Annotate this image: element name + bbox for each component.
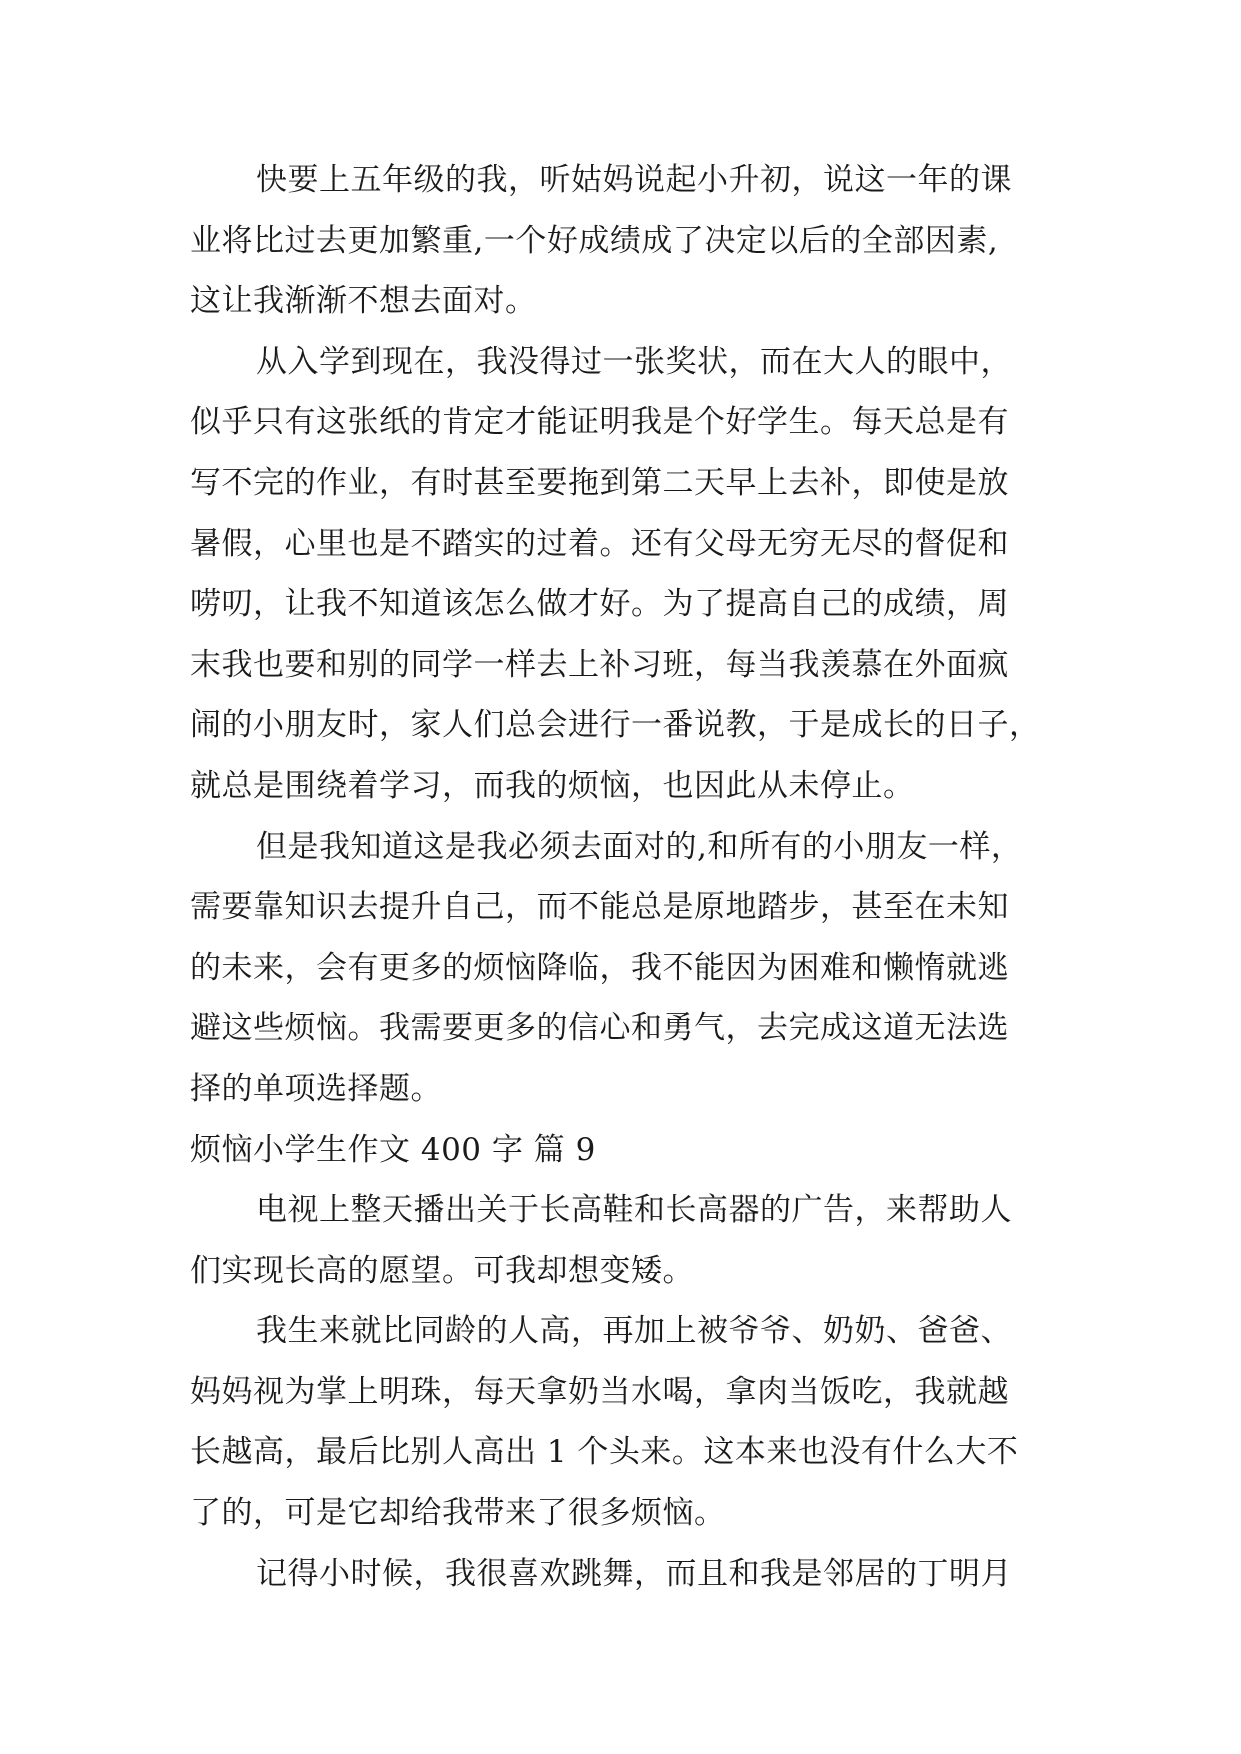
paragraph-1 [190,150,1070,332]
text-line: 这让我渐渐不想去面对。 [190,283,537,320]
text-line: 们实现长高的愿望。可我却想变矮。 [190,1252,694,1289]
text-line: 从入学到现在，我没得过一张奖状，而在大人的眼中， [256,343,1012,380]
text-line: 记得小时候，我很喜欢跳舞，而且和我是邻居的丁明月 [256,1555,1012,1592]
text-line: 末我也要和别的同学一样去上补习班，每当我羡慕在外面疯 [190,646,1009,683]
text-line: 暑假，心里也是不踏实的过着。还有父母无穷无尽的督促和 [190,525,1009,562]
text-line: 似乎只有这张纸的肯定才能证明我是个好学生。每天总是有 [190,404,1009,441]
paragraph-5 [190,1301,1070,1543]
paragraph-2 [190,332,1070,817]
text-line: 需要靠知识去提升自己，而不能总是原地踏步，甚至在未知 [190,889,1009,926]
text-line: 我生来就比同龄的人高，再加上被爷爷、奶奶、爸爸、 [256,1313,1012,1350]
text-line: 快要上五年级的我，听姑妈说起小升初，说这一年的课 [256,162,1012,198]
paragraph-3 [190,817,1070,1120]
text-line: 业将比过去更加繁重,一个好成绩成了决定以后的全部因素, [190,222,999,259]
text-line: 闹的小朋友时，家人们总会进行一番说教，于是成长的日子， [190,707,1041,744]
text-line: 妈妈视为掌上明珠，每天拿奶当水喝，拿肉当饭吃，我就越 [190,1373,1009,1410]
section-heading: 烦恼小学生作文 400 字 篇 9 [190,1131,596,1168]
paragraph-6 [190,1544,1070,1605]
text-line: 避这些烦恼。我需要更多的信心和勇气，去完成这道无法选 [190,1010,1009,1047]
text-line: 写不完的作业，有时甚至要拖到第二天早上去补，即使是放 [190,464,1009,501]
text-line: 择的单项选择题。 [190,1070,442,1107]
text-line: 电视上整天播出关于长高鞋和长高器的广告，来帮助人 [256,1192,1012,1229]
paragraph-4 [190,1180,1070,1301]
text-line: 就总是围绕着学习，而我的烦恼，也因此从未停止。 [190,767,915,804]
document-body [190,150,1070,1604]
text-line: 长越高，最后比别人高出 1 个头来。这本来也没有什么大不 [190,1434,1019,1471]
text-line: 唠叨，让我不知道该怎么做才好。为了提高自己的成绩，周 [190,586,1009,623]
text-line: 但是我知道这是我必须去面对的,和所有的小朋友一样， [256,828,1023,865]
text-line: 了的，可是它却给我带来了很多烦恼。 [190,1495,726,1532]
text-line: 的未来，会有更多的烦恼降临，我不能因为困难和懒惰就逃 [190,949,1009,986]
